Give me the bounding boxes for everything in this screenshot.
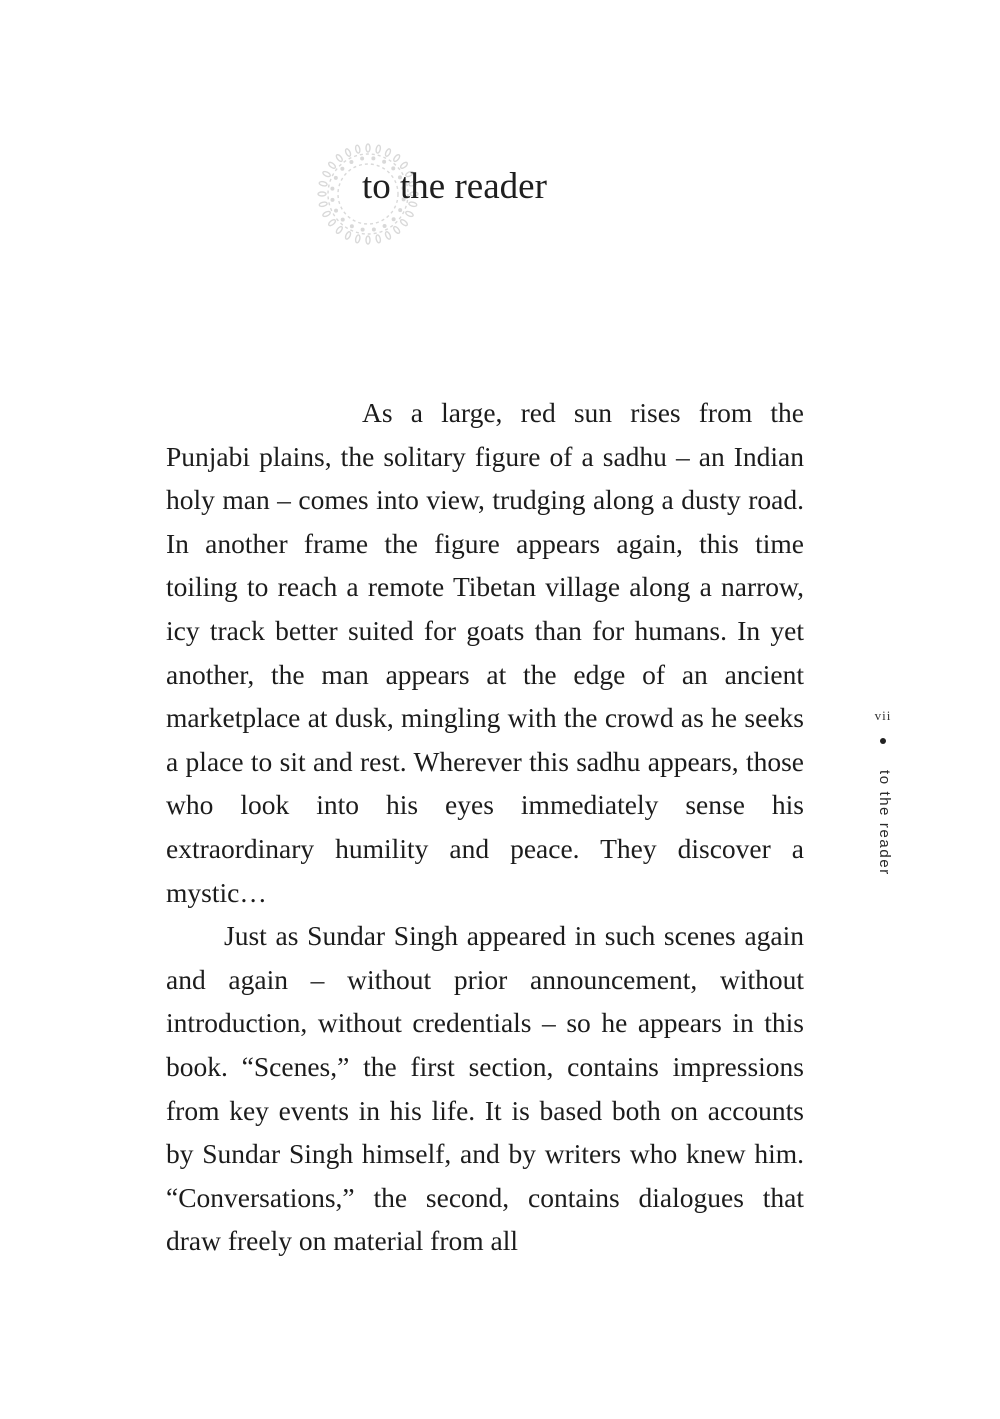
body-text [166,391,804,1263]
page-number: vii [874,708,892,723]
paragraph-1: As a large, red sun rises from the Punjabi plains, the solitary figure of a sadhu – an Indian holy man – comes into view, trudging along a dusty road. In another frame the figure appears again, this time toiling to reach a remote Tibetan village along a narrow, icy track better suited for goats than for humans. In yet another, the man appears at the edge of an ancient marketplace at dusk, mingling with the crowd as he seeks a place to sit and rest. Wherever this sadhu appears, those who look into his eyes immediately sense his extraordinary humility and peace. They discover a mystic… [166,397,804,908]
page-title: to the reader [362,166,547,207]
folio [868,708,898,744]
bullet-separator [880,738,886,744]
paragraph-2: Just as Sundar Singh appeared in such scenes again and again – without prior announcement, without introduction, without credentials – so he appears in this book. “Scenes,” the first section, contains impressions from key events in his life. It is based both on accounts by Sundar Singh himself, and by writers who knew him. “Conversations,” the second, contains dialogues that draw freely on material from all [166,920,804,1257]
running-head: to the reader [876,770,893,876]
